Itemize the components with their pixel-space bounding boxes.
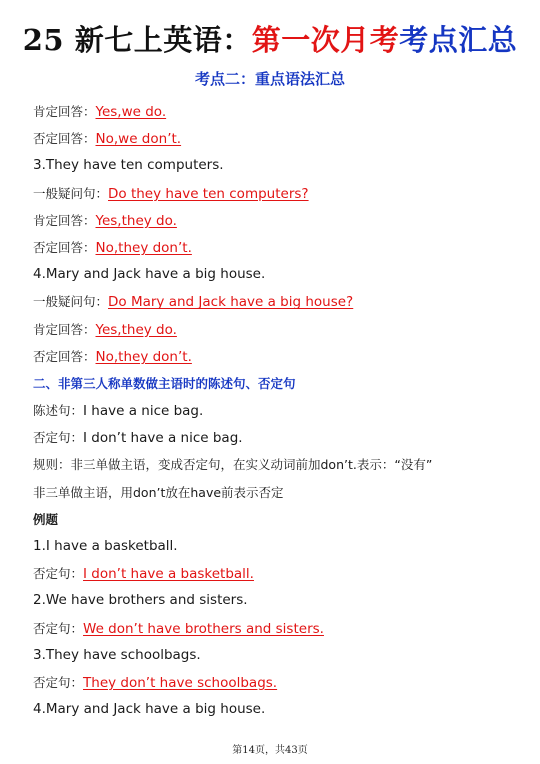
example-heading: 例题 [33,511,59,527]
answer-line [33,207,523,234]
line-label: 一般疑问句： [33,294,109,310]
answer-line [33,234,523,261]
line-label: 否定回答： [33,348,96,364]
question-sentence: 3.They have schoolbags. [33,646,201,663]
statement-line [33,424,523,451]
line-label: 否定句： [33,620,84,636]
statement-line [33,397,523,424]
title-part-exam: 第一次月考 [251,23,400,57]
answer-line [33,288,523,315]
answer-line [33,316,523,343]
line-label: 陈述句： [33,403,84,419]
answer-text: Yes,they do. [95,321,177,338]
line-label: 否定句： [33,566,84,582]
title-part-grade: 25 新七上英语： [22,23,252,57]
document-body [33,98,523,723]
line-label: 否定句： [33,430,84,446]
answer-line [33,669,523,696]
line-label: 一般疑问句： [33,185,109,201]
question-sentence: 4.Mary and Jack have a big house. [33,701,266,718]
line-label: 肯定回答： [33,321,96,337]
question-sentence: 1.I have a basketball. [33,538,178,554]
statement-text: I have a nice bag. [83,403,204,420]
line-label: 否定回答： [33,239,96,255]
answer-text: Yes,they do. [95,212,177,229]
answer-text: They don’t have schoolbags. [83,674,278,691]
answer-text: No,we don’t. [95,131,182,148]
statement-text: I don’t have a nice bag. [83,430,243,447]
answer-text: We don’t have brothers and sisters. [83,620,324,637]
answer-text: I don’t have a basketball. [83,566,254,583]
answer-text: Do Mary and Jack have a big house? [108,294,354,311]
section-heading: 二、非第三人称单数做主语时的陈述句、否定句 [33,375,296,391]
rule-text: 非三单做主语，用don’t放在have前表示否定 [33,484,284,500]
answer-line [33,125,523,152]
answer-line [33,180,523,207]
answer-text: Do they have ten computers? [108,185,309,202]
page-number: 第14页，共43页 [232,745,308,756]
answer-line [33,343,523,370]
answer-line [33,615,523,642]
answer-line [33,560,523,587]
question-sentence: 2.We have brothers and sisters. [33,592,248,609]
question-sentence: 4.Mary and Jack have a big house. [33,266,266,283]
line-label: 否定回答： [33,131,96,147]
question-sentence: 3.They have ten computers. [33,157,224,174]
title-part-summary: 考点汇总 [399,23,518,57]
answer-text: Yes,we do. [95,104,167,120]
section-subtitle: 考点二：重点语法汇总 [194,70,345,88]
rule-text: 规则：非三单做主语，变成否定句，在实义动词前加don’t.表示：“没有” [33,457,433,473]
answer-line [33,98,523,125]
line-label: 肯定回答： [33,104,96,119]
page-title [0,20,540,60]
line-label: 否定句： [33,674,84,690]
answer-text: No,they don’t. [95,239,192,256]
answer-text: No,they don’t. [95,348,192,365]
line-label: 肯定回答： [33,212,96,228]
